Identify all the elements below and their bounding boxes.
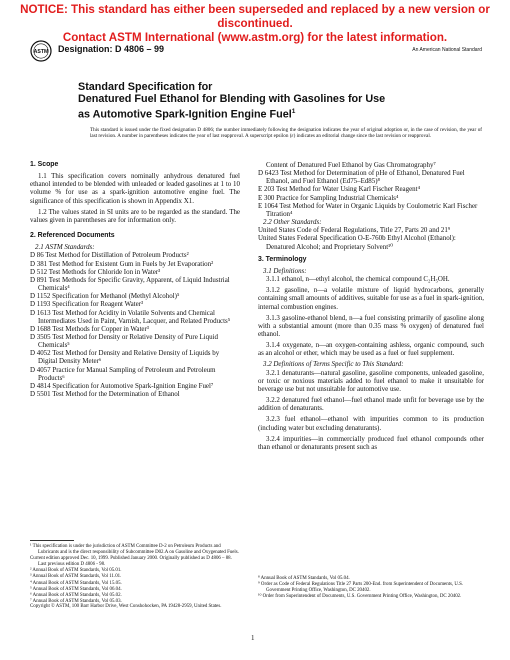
ref-item: D 512 Test Methods for Chloride Ion in Water³ [30,267,161,276]
footnote: ¹⁰ Order from Superintendent of Documents, U.S. Government Printing Office, Washington, DC 20402. [258,594,462,600]
footnote: ⁶ Annual Book of ASTM Standards, Vol 05.02. [30,592,122,598]
footnote: ¹ This specification is under the jurisdiction of ASTM Committee D-2 on Petroleum Products and Lubricants and is the direct responsibility of Subcommittee D02.A on Gasoline and Oxygenated Fuels. [30,544,239,556]
ref-item: D 1193 Specification for Reagent Water³ [30,300,144,309]
notice-line-2: Contact ASTM International (www.astm.org) for the latest information. [62,31,448,44]
title-line-3: as Automotive Spark-Ignition Engine Fuel$^1$ [78,107,296,121]
ref-item: D 1688 Test Methods for Copper in Water³ [30,324,149,333]
ref-item: D 4052 Test Method for Density and Relative Density of Liquids by Digital Density Meter⁶ [30,349,220,366]
footnote: ⁷ Annual Book of ASTM Standards, Vol 05.03. [30,598,122,604]
ref-item: D 4057 Practice for Manual Sampling of Petroleum and Petroleum Products⁶ [30,365,216,382]
intro-paragraph: This standard is issued under the fixed designation D 4806; the number immediately following the designation indicates the year of original adoption or, in the case of revision, the year of last revision. A number in parentheses indicates the year of last reapproval. A superscript epsilon (ε) indicates an editorial change since the last revision or reapproval. [90,127,482,140]
title-line-2: Denatured Fuel Ethanol for Blending with Gasolines for Use [78,93,386,106]
scope-p2: 1.2 The values stated in SI units are to be regarded as the standard. The values given in parentheses are for information only. [30,207,240,224]
specific-definitions-sub: 3.2 Definitions of Terms Specific to This Standard: [263,360,404,369]
logo-text: ASTM [33,49,49,56]
ref-item: D 891 Test Methods for Specific Gravity, Apparent, of Liquid Industrial Chemicals⁴ [30,275,230,293]
term-p4: 3.1.4 oxygenate, n—an oxygen-containing ashless, organic compound, such as an alcohol or ether, which may be used as a fuel or fuel supplement. [258,341,484,358]
ref-item: D 86 Test Method for Distillation of Petroleum Products² [30,251,189,260]
ref-item: E 203 Test Method for Water Using Karl Fischer Reagent⁴ [258,185,420,194]
footnote: ⁸ Annual Book of ASTM Standards, Vol 05.04. [258,576,350,581]
other-standards-sub: 2.2 Other Standards: [263,218,322,227]
term-p2: 3.1.2 gasoline, n—a volatile mixture of liquid hydrocarbons, generally containing small amounts of additives, suitable for use as a fuel in spark-ignition, internal combustion engines. [258,286,484,311]
ref-item: E 1064 Test Method for Water in Organic Liquids by Coulometric Karl Fischer Titration⁴ [258,201,478,218]
footnote: ⁹ Order as Code of Federal Regulations Title 27 Parts 200-End. from Superintendent of Documents, U.S. Government Printing Office, Washington, DC 20402. [258,582,464,594]
footnotes-left [30,540,240,605]
scope-p1: 1.1 This specification covers nominally anhydrous denatured fuel ethanol intended to be blended with unleaded or leaded gasolines at 1 to 10 volume % for use as a spark-ignition automotive engine fuel. The significance of this specification is shown in Appendix X1. [30,172,240,205]
ref-item: United States Code of Federal Regulations, Title 27, Parts 20 and 21⁹ [258,226,451,235]
document-header [30,40,482,64]
footnote: ⁴ Annual Book of ASTM Standards, Vol 15.05. [30,580,122,586]
term-p5: 3.2.1 denaturants—natural gasoline, gasoline components, unleaded gasoline, or toxic or noxious materials added to fuel ethanol to make it unsuitable for beverage use but not unsuitable for automotive use. [258,368,484,393]
title-footnote-mark: 1 [291,107,296,115]
ref-list-left [30,251,240,398]
publisher-label: An American National Standard [412,47,482,53]
term-p1: 3.1.1 ethanol, n—ethyl alcohol, the chemical compound C₂H₅OH. [266,275,450,284]
designation: Designation: D 4806 – 99 [58,44,165,54]
right-column [258,161,484,454]
supersede-notice [0,3,510,45]
footnote: ⁵ Annual Book of ASTM Standards, Vol 06.04. [30,586,122,592]
definitions-sub: 3.1 Definitions: [263,266,307,275]
term-p6: 3.2.2 denatured fuel ethanol—fuel ethanol made unfit for beverage use by the addition of denaturants. [258,396,484,413]
astm-standards-sub: 2.1 ASTM Standards: [35,243,95,252]
page-number: 1 [251,634,255,642]
ref-item: United States Federal Specification O-E-760b Ethyl Alcohol (Ethanol): Denatured Alcohol; and Proprietary Solvent¹⁰ [258,234,456,251]
scope-heading: 1. Scope [30,161,59,168]
ref-continued: Content of Denatured Fuel Ethanol by Gas Chromatography⁷ [266,161,436,169]
ref-item: D 4814 Specification for Automotive Spark-Ignition Engine Fuel⁷ [30,381,214,390]
document-title [78,81,478,120]
term-p8: 3.2.4 impurities—in commercially produced fuel ethanol compounds other than ethanol or denaturants present such as [258,434,484,451]
footnote: ³ Annual Book of ASTM Standards, Vol 11.01. [30,574,122,580]
title-line-1: Standard Specification for [78,81,213,93]
term-p3: 3.1.3 gasoline-ethanol blend, n—a fuel consisting primarily of gasoline along with a substantial amount (more than 0.35 mass % oxygen) of denatured fuel ethanol. [258,313,484,338]
ref-item: D 3505 Test Method for Density or Relative Density of Pure Liquid Chemicals⁵ [30,332,219,350]
footnote: Current edition approved Dec. 10, 1999. Published January 2000. Originally published as D 4806 – 88. Last previous edition D 4806 - 98. [30,556,232,568]
left-column [30,161,240,398]
ref-item: D 1613 Test Method for Acidity in Volatile Solvents and Chemical Intermediates Used in Paint, Varnish, Lacquer, and Related Products⁵ [30,308,231,325]
astm-logo-icon [30,40,52,62]
notice-line-1: NOTICE: This standard has either been superseded and replaced by a new version or discontinued. [20,3,490,30]
ref-item: D 6423 Test Method for Determination of pHe of Ethanol, Denatured Fuel Ethanol, and Fuel Ethanol (Ed75–Ed85)⁸ [258,169,465,186]
terminology-heading: 3. Terminology [258,255,307,263]
ref-item: D 1152 Specification for Methanol (Methyl Alcohol)⁵ [30,292,180,301]
referenced-heading: 2. Referenced Documents [30,232,115,240]
footnote-rule [30,540,74,541]
copyright-line: Copyright © ASTM, 100 Barr Harbor Drive, West Conshohocken, PA 19428-2959, United States. [30,604,222,609]
footnotes-right [258,576,484,600]
ref-item: D 5501 Test Method for the Determination of Ethanol [30,390,180,399]
term-p7: 3.2.3 fuel ethanol—ethanol with impurities common to its production (including water but excluding denaturants). [258,415,484,432]
ref-item: D 381 Test Method for Existent Gum in Fuels by Jet Evaporation² [30,259,214,268]
footnote: ² Annual Book of ASTM Standards, Vol 05.01. [30,568,122,574]
ref-item: E 300 Practice for Sampling Industrial Chemicals⁴ [258,193,399,202]
